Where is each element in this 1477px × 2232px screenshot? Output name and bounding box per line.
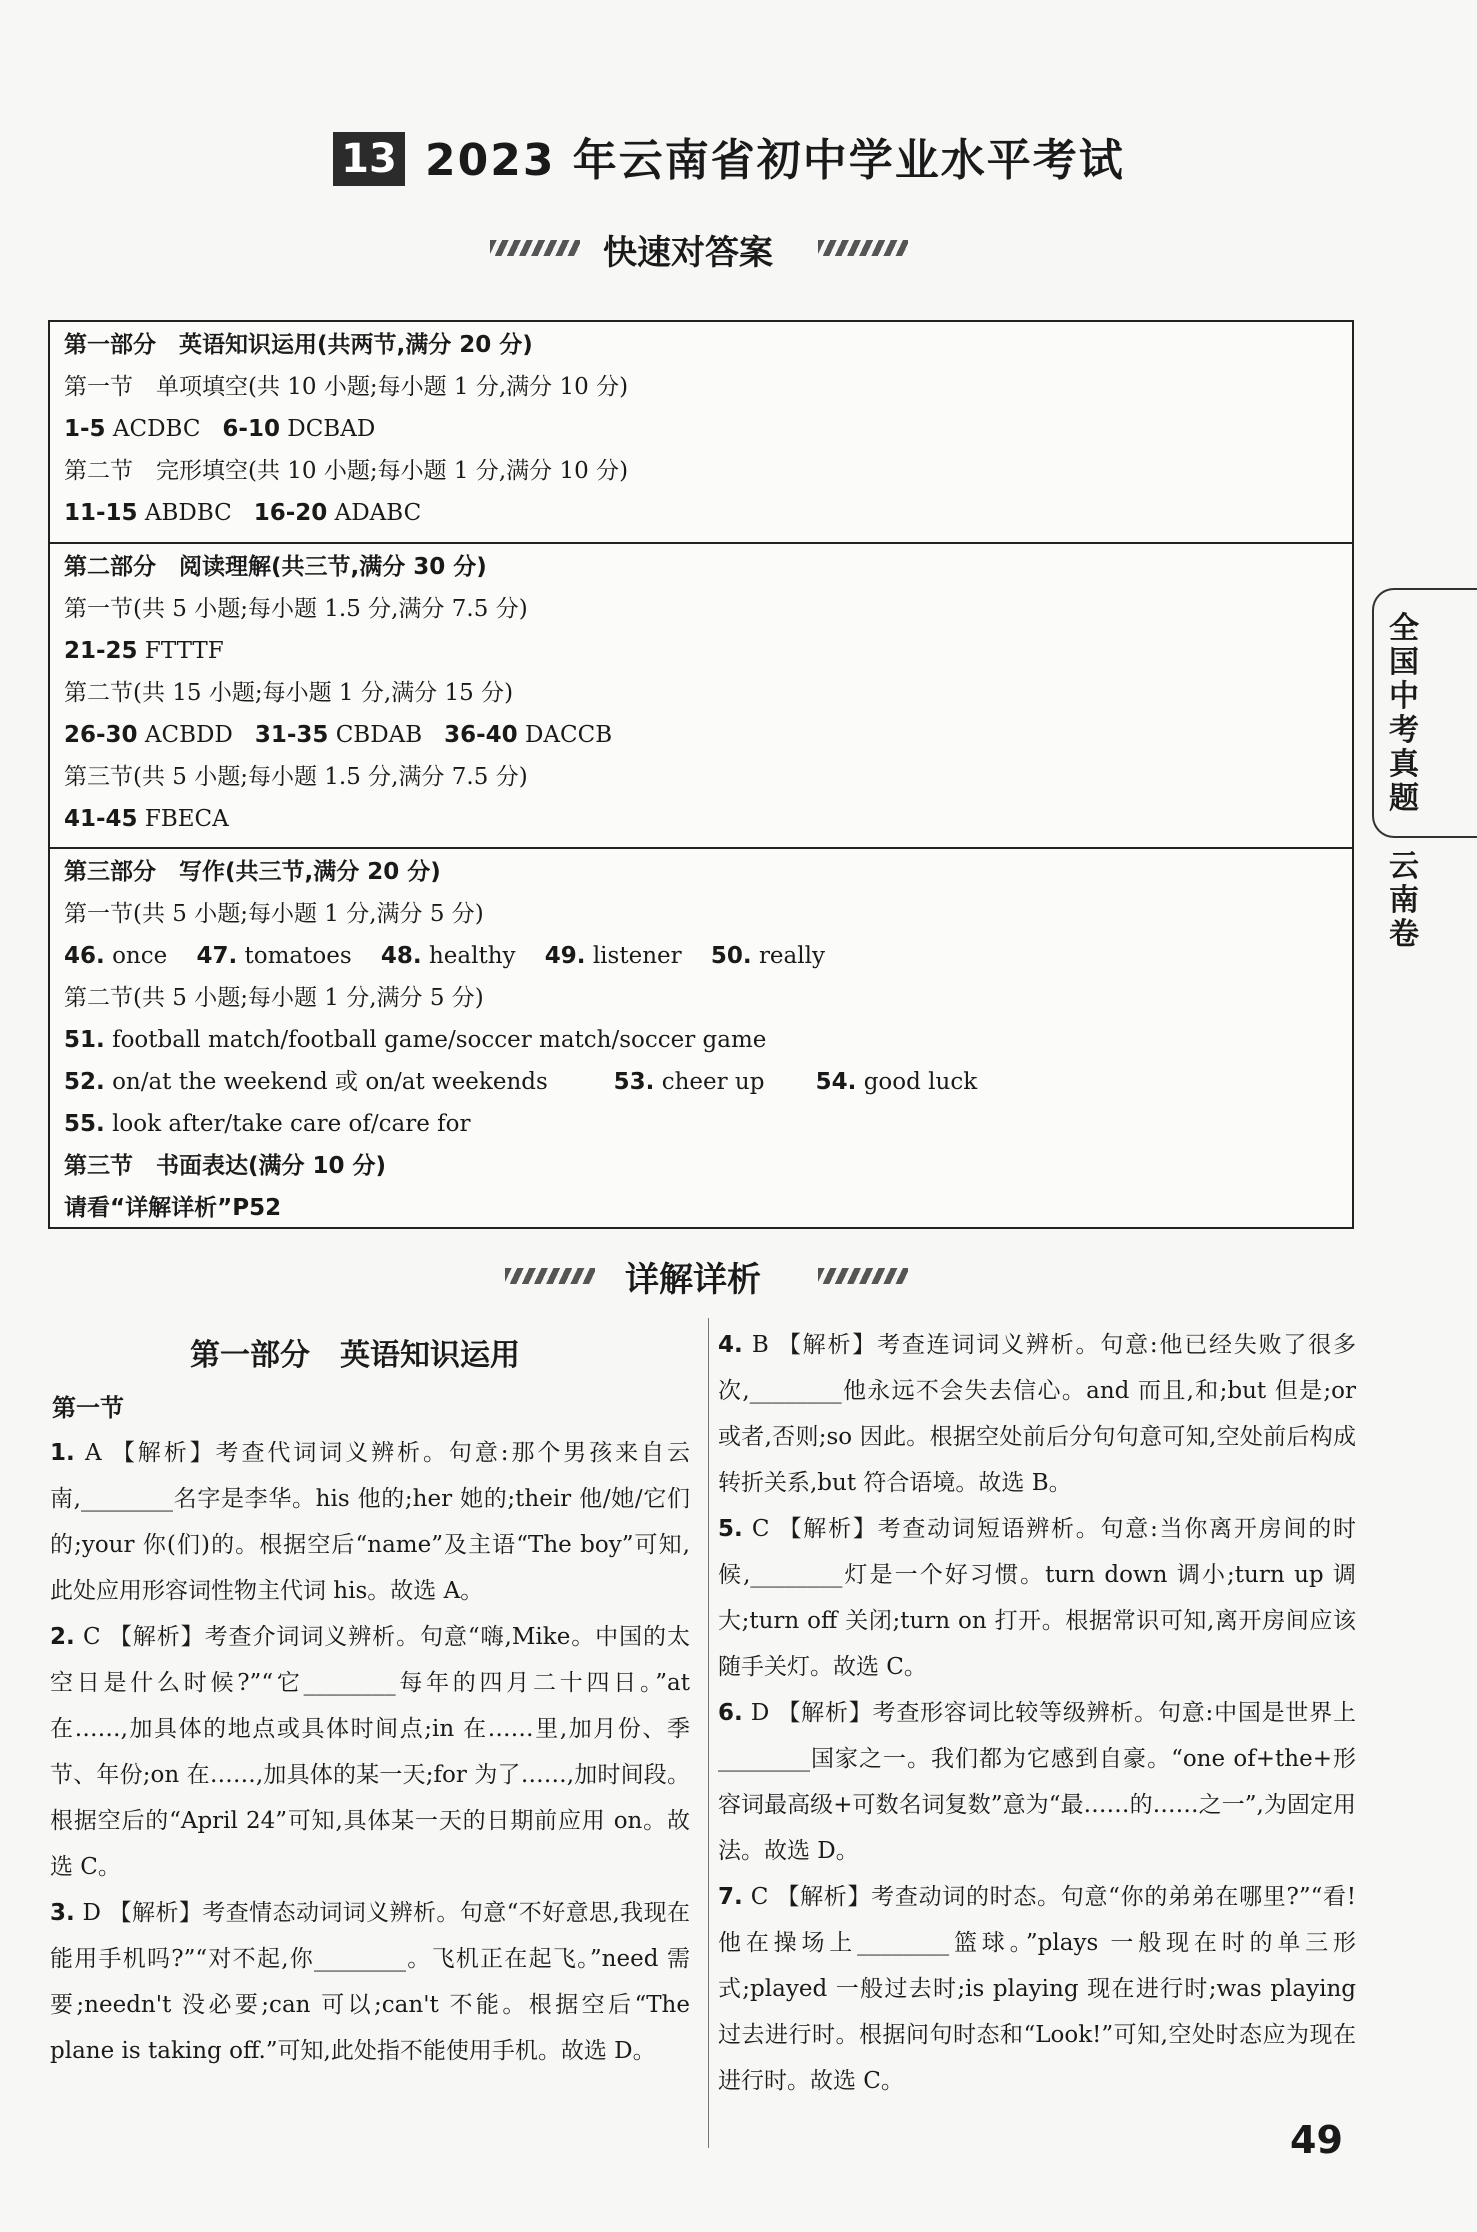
explanations-part-title: 第一部分 英语知识运用 [190,1338,520,1373]
part2-ans3 [64,804,229,834]
question-number: 53. [613,1069,655,1095]
explanation-item [718,1874,1356,2104]
answer-part-1 [50,322,1352,542]
question-number: 47. [196,943,238,969]
question-number: 1. [50,1440,75,1466]
answer-value: DCBAD [287,416,376,442]
part1-sec2: 第二节 完形填空(共 10 小题;每小题 1 分,满分 10 分) [64,458,629,484]
section-number-badge: 13 [333,132,405,186]
part3-word-51 [64,1025,766,1055]
answer-box [48,320,1354,1229]
explanation-item [718,1506,1356,1690]
question-number: 51. [64,1027,105,1053]
answer-range: 21-25 [64,638,138,664]
explanation-text: D 【解析】考查形容词比较等级辨析。句意:中国是世界上________国家之一。我们都为它感到自豪。“one of+the+形容词最高级+可数名词复数”意为“最……的……之一”,为固定用法。故选 D。 [718,1700,1356,1864]
part1-sec1: 第一节 单项填空(共 10 小题;每小题 1 分,满分 10 分) [64,374,629,400]
heading-stripes-left [490,240,580,256]
explanation-text: C 【解析】考查动词的时态。句意“你的弟弟在哪里?”“看!他在操场上________篮球。”plays 一般现在时的单三形式;played 一般过去时;is playing 现在进行时;was playing 过去进行时。根据问句时态和“Look!”可知,空处时态应为现在进行时。故选 C。 [718,1884,1356,2094]
page-number: 49 [1290,2118,1343,2162]
answer-value: listener [592,943,682,969]
explanation-text: D 【解析】考查情态动词词义辨析。句意“不好意思,我现在能用手机吗?”“对不起,你________。飞机正在起飞。”need 需要;needn't 没必要;can 可以;can't 不能。根据空后“The plane is taking off.”可知,此处指不能使用手机。故选 D。 [50,1900,691,2064]
question-number: 2. [50,1624,75,1650]
question-number: 4. [718,1332,743,1358]
answer-value: good luck [863,1069,978,1095]
part2-sec1: 第一节(共 5 小题;每小题 1.5 分,满分 7.5 分) [64,596,528,622]
part2-sec3: 第三节(共 5 小题;每小题 1.5 分,满分 7.5 分) [64,764,528,790]
part3-words-52-54 [64,1067,977,1097]
answer-value: cheer up [661,1069,765,1095]
answer-value: on/at the weekend 或 on/at weekends [112,1069,548,1095]
question-number: 48. [380,943,422,969]
answer-value: once [112,943,168,969]
answer-range: 31-35 [254,722,329,748]
part2-ans2 [64,720,612,750]
part2-sec2: 第二节(共 15 小题;每小题 1 分,满分 15 分) [64,680,514,706]
explanation-text: C 【解析】考查介词词义辨析。句意“嗨,Mike。中国的太空日是什么时候?”“它________每年的四月二十四日。”at 在……,加具体的地点或具体时间点;in 在……里,加月份、季节、年份;on 在……,加具体的某一天;for 为了……,加时间段。根据空后的“April 24”可知,具体某一天的日期前应用 on。故选 C。 [50,1624,690,1880]
side-tab-label: 全国中考真题 [1389,611,1419,816]
answer-range: 26-30 [64,722,138,748]
answer-range: 11-15 [64,500,138,526]
answer-range: 41-45 [64,806,138,832]
explanation-text: B 【解析】考查连词词义辨析。句意:他已经失败了很多次,________他永远不会失去信心。and 而且,和;but 但是;or 或者,否则;so 因此。根据空处前后分句句意可知,空处前后构成转折关系,but 符合语境。故选 B。 [718,1332,1357,1496]
heading-stripes-right [818,240,908,256]
question-number: 52. [64,1069,105,1095]
answer-value: look after/take care of/care for [112,1111,471,1137]
answer-value: ACDBC [112,416,201,442]
heading-stripes-right [818,1268,908,1284]
explanation-item [718,1690,1356,1874]
explanation-text: C 【解析】考查动词短语辨析。句意:当你离开房间的时候,________灯是一个好习惯。turn down 调小;turn up 调大;turn off 关闭;turn on 打开。根据常识可知,离开房间应该随手关灯。故选 C。 [718,1516,1356,1680]
answer-value: ADABC [334,500,422,526]
explanation-item [50,1890,690,2074]
answer-value: healthy [428,943,516,969]
quick-answers-heading: 快速对答案 [603,233,773,273]
answer-value: FTTTF [144,638,224,664]
explanations-right-column [718,1322,1356,2104]
part3-word-55 [64,1109,470,1139]
question-number: 54. [815,1069,857,1095]
part3-sec3: 第三节 书面表达(满分 10 分) [64,1153,387,1179]
answer-value: ABDBC [144,500,232,526]
part2-ans1 [64,636,224,666]
part3-words-46-50 [64,941,825,971]
answer-range: 1-5 [64,416,106,442]
explanation-text: A 【解析】考查代词词义辨析。句意:那个男孩来自云南,________名字是李华。his 他的;her 她的;their 他/她/它们的;your 你(们)的。根据空后“name”及主语“The boy”可知,此处应用形容词性物主代词 his。故选 A。 [50,1440,691,1604]
answer-part-2 [50,542,1352,847]
question-number: 55. [64,1111,105,1137]
part3-title: 第三部分 写作(共三节,满分 20 分) [64,859,441,885]
part1-ans2 [64,498,421,528]
explanations-heading: 详解详析 [625,1260,761,1300]
explanation-item [50,1430,690,1614]
page-title: 2023 年云南省初中学业水平考试 [425,135,1125,186]
question-number: 3. [50,1900,75,1926]
answer-value: FBECA [144,806,229,832]
answer-value: tomatoes [244,943,352,969]
answer-part-3 [50,847,1352,1227]
column-divider [708,1318,709,2148]
answer-value: ACBDD [144,722,233,748]
part1-title: 第一部分 英语知识运用(共两节,满分 20 分) [64,332,533,358]
heading-stripes-left [505,1268,595,1284]
answer-value: DACCB [524,722,613,748]
answer-range: 36-40 [444,722,518,748]
part2-title: 第二部分 阅读理解(共三节,满分 30 分) [64,554,487,580]
question-number: 7. [718,1884,743,1910]
question-number: 49. [544,943,586,969]
answer-value: really [758,943,825,969]
part3-note: 请看“详解详析”P52 [64,1195,282,1221]
explanations-section-title: 第一节 [52,1394,124,1422]
part1-ans1 [64,414,375,444]
answer-value: CBDAB [335,722,423,748]
question-number: 5. [718,1516,743,1542]
answer-range: 16-20 [253,500,328,526]
question-number: 46. [64,943,105,969]
question-number: 50. [710,943,752,969]
question-number: 6. [718,1700,743,1726]
side-tab-sublabel: 云南卷 [1389,849,1419,952]
part3-sec2: 第二节(共 5 小题;每小题 1 分,满分 5 分) [64,985,484,1011]
explanation-item [50,1614,690,1890]
explanation-item [718,1322,1356,1506]
part3-sec1: 第一节(共 5 小题;每小题 1 分,满分 5 分) [64,901,484,927]
answer-value: football match/football game/soccer match/soccer game [112,1027,767,1053]
answer-range: 6-10 [222,416,280,442]
explanations-left-column [50,1430,690,2074]
